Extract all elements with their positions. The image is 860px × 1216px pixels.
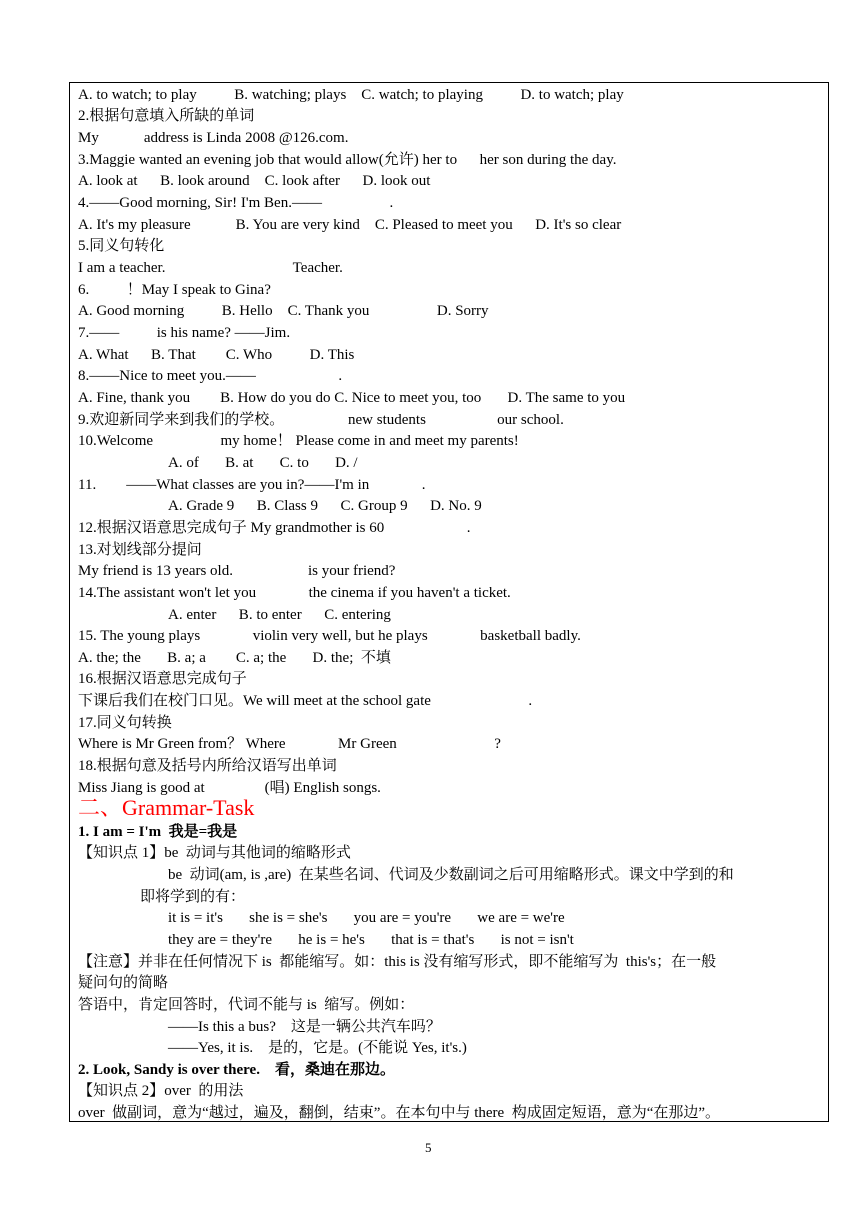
knowledge-point-2: 【知识点 2】over 的用法 [78, 1083, 244, 1099]
q4-options: A. It's my pleasure B. You are very kind C. Pleased to meet you D. It's so clear [78, 217, 622, 233]
q11-text: 11. ——What classes are you in?——I'm in . [78, 477, 426, 493]
q14-options: A. enter B. to enter C. entering [168, 607, 391, 623]
q7-options: A. What B. That C. Who D. This [78, 347, 355, 363]
note-text-cont: 疑问句的简略 [78, 975, 169, 991]
q13-text: My friend is 13 years old. is your friend? [78, 563, 396, 579]
q17-text: Where is Mr Green from？ Where Mr Green ? [78, 736, 501, 752]
section-heading: 二、Grammar-Task [78, 795, 255, 820]
q5-text: I am a teacher. Teacher. [78, 260, 343, 276]
q5-title: 5.同义句转化 [78, 238, 165, 254]
grammar-point-1-title: 1. I am = I'm 我是=我是 [78, 824, 238, 840]
note-text: 【注意】并非在任何情况下 is 都能缩写。如：this is 没有缩写形式，即不能缩写为 this's；在一般 [78, 954, 717, 970]
q4-text: 4.——Good morning, Sir! I'm Ben.—— . [78, 195, 394, 211]
q3-options: A. look at B. look around C. look after D. look out [78, 173, 431, 189]
q2-title: 2.根据句意填入所缺的单词 [78, 108, 255, 124]
q3-text: 3.Maggie wanted an evening job that would allow(允许) her to her son during the day. [78, 152, 617, 168]
q6-text: 6. ！May I speak to Gina? [78, 282, 271, 298]
knowledge-point-1: 【知识点 1】be 动词与其他词的缩略形式 [78, 845, 351, 861]
q10-options: A. of B. at C. to D. / [168, 455, 358, 471]
page-number: 5 [425, 1140, 432, 1155]
q15-text: 15. The young plays violin very well, but he plays basketball badly. [78, 628, 581, 644]
q12-text: 12.根据汉语意思完成句子 My grandmother is 60 . [78, 520, 471, 536]
q9-text: 9.欢迎新同学来到我们的学校。 new students our school. [78, 412, 564, 428]
q11-options: A. Grade 9 B. Class 9 C. Group 9 D. No. 9 [168, 498, 482, 514]
example-question: ——Is this a bus? 这是一辆公共汽车吗？ [168, 1019, 441, 1035]
grammar-point-2-title: 2. Look, Sandy is over there. 看，桑迪在那边。 [78, 1062, 395, 1078]
q2-text: My address is Linda 2008 @126.com. [78, 130, 349, 146]
q18-title: 18.根据句意及括号内所给汉语写出单词 [78, 758, 337, 774]
q7-text: 7.—— is his name? ——Jim. [78, 325, 291, 341]
grammar-explanation: be 动词(am, is ,are) 在某些名词、代词及少数副词之后可用缩略形式。课文中学到的和 [168, 867, 734, 883]
grammar-explanation-cont: 即将学到的有： [140, 889, 246, 905]
over-explanation: over 做副词，意为“越过，遍及，翻倒，结束”。在本句中与 there 构成固定短语，意为“在那边”。 [78, 1105, 721, 1121]
q17-title: 17.同义句转换 [78, 715, 172, 731]
q10-text: 10.Welcome my home！ Please come in and meet my parents! [78, 433, 519, 449]
q8-text: 8.——Nice to meet you.—— . [78, 368, 343, 384]
q8-options: A. Fine, thank you B. How do you do C. Nice to meet you, too D. The same to you [78, 390, 626, 406]
q13-title: 13.对划线部分提问 [78, 542, 202, 558]
q16-text: 下课后我们在校门口见。We will meet at the school gate . [78, 693, 533, 709]
example-answer: ——Yes, it is. 是的，它是。(不能说 Yes, it's.) [168, 1040, 467, 1056]
q14-text: 14.The assistant won't let you the cinema if you haven't a ticket. [78, 585, 511, 601]
q6-options: A. Good morning B. Hello C. Thank you D. Sorry [78, 303, 489, 319]
contraction-examples-2: they are = they're he is = he's that is = that's is not = isn't [168, 932, 574, 948]
q18-text: Miss Jiang is good at (唱) English songs. [78, 780, 381, 796]
contraction-examples-1: it is = it's she is = she's you are = you're we are = we're [168, 910, 565, 926]
q16-title: 16.根据汉语意思完成句子 [78, 671, 247, 687]
note-text-cont2: 答语中，肯定回答时，代词不能与 is 缩写。例如： [78, 997, 415, 1013]
q1-options: A. to watch; to play B. watching; plays C. watch; to playing D. to watch; play [78, 87, 624, 103]
q15-options: A. the; the B. a; a C. a; the D. the; 不填 [78, 650, 391, 666]
